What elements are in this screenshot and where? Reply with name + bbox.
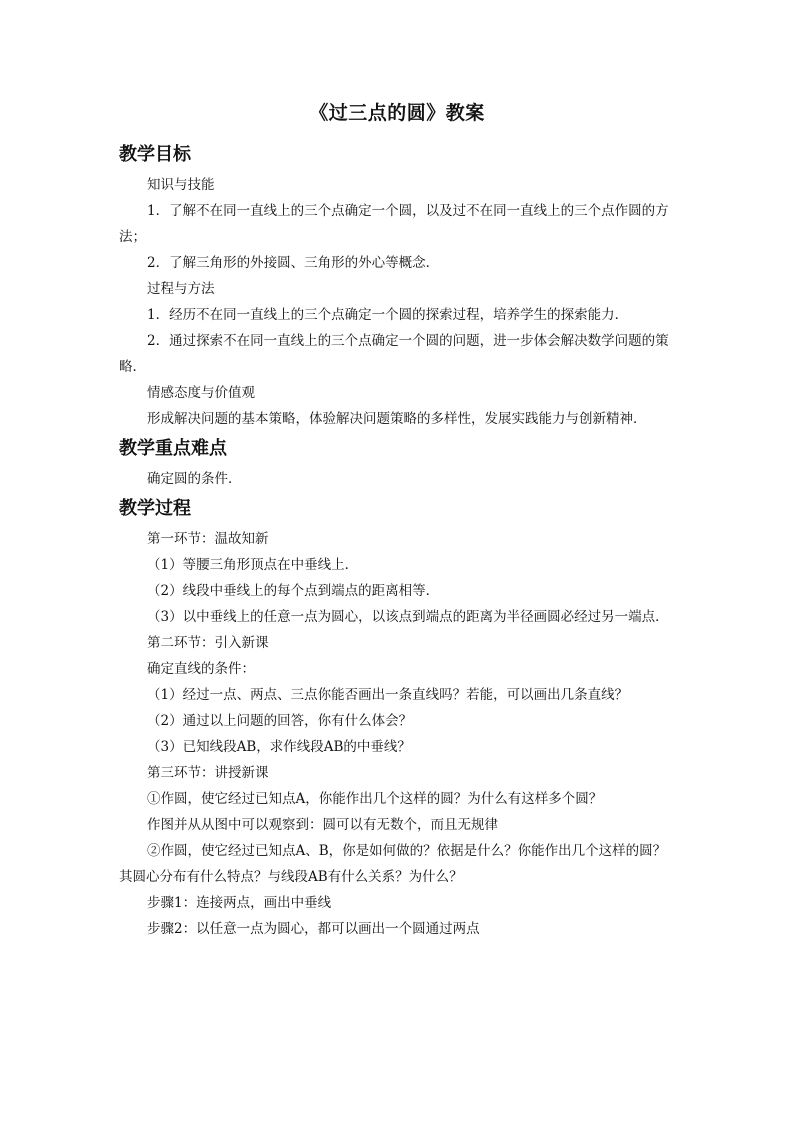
paragraph-step2-2: （2）通过以上问题的回答，你有什么体会？ bbox=[147, 713, 413, 729]
document-body bbox=[119, 138, 675, 942]
paragraph-knowledge-1: 1．了解不在同一直线上的三个点确定一个圆，以及过不在同一直线上的三个点作圆的方法； bbox=[119, 203, 669, 245]
paragraph-step2-3: （3）已知线段AB，求作线段AB的中垂线？ bbox=[147, 739, 411, 755]
label-step-1: 第一环节：温故知新 bbox=[147, 531, 269, 547]
heading-key-points: 教学重点难点 bbox=[119, 438, 227, 459]
paragraph-knowledge-2: 2．了解三角形的外接圆、三角形的外心等概念． bbox=[147, 255, 440, 271]
paragraph-process-1: 1．经历不在同一直线上的三个点确定一个圆的探索过程，培养学生的探索能力． bbox=[147, 307, 629, 323]
paragraph-step2-1: （1）经过一点、两点、三点你能否画出一条直线吗？若能，可以画出几条直线？ bbox=[147, 687, 629, 703]
paragraph-step1-3: （3）以中垂线上的任意一点为圆心，以该点到端点的距离为半径画圆必经过另一端点． bbox=[147, 609, 669, 625]
paragraph-step1-1: （1）等腰三角形顶点在中垂线上． bbox=[147, 557, 359, 573]
paragraph-process-2: 2．通过探索不在同一直线上的三个点确定一个圆的问题，进一步体会解决数学问题的策略． bbox=[119, 333, 669, 375]
paragraph-emotion-1: 形成解决问题的基本策略，体验解决问题策略的多样性，发展实践能力与创新精神． bbox=[147, 411, 647, 427]
label-step-3: 第三环节：讲授新课 bbox=[147, 765, 269, 781]
paragraph-step3-4: 步骤1：连接两点，画出中垂线 bbox=[147, 895, 332, 911]
heading-teaching-process: 教学过程 bbox=[119, 498, 191, 519]
label-emotion-values: 情感态度与价值观 bbox=[147, 385, 255, 401]
label-knowledge-skills: 知识与技能 bbox=[147, 177, 215, 193]
label-step-2: 第二环节：引入新课 bbox=[147, 635, 269, 651]
paragraph-step3-5: 步骤2：以任意一点为圆心，都可以画出一个圆通过两点 bbox=[147, 921, 480, 937]
paragraph-step3-3: ②作圆，使它经过已知点A、B，你是如何做的？依据是什么？你能作出几个这样的圆？其圆心分布有什么特点？与线段AB有什么关系？为什么？ bbox=[119, 843, 667, 885]
heading-teaching-goals: 教学目标 bbox=[119, 144, 191, 165]
paragraph-key-points: 确定圆的条件． bbox=[147, 471, 242, 487]
paragraph-step3-2: 作图并从从图中可以观察到：圆可以有无数个，而且无规律 bbox=[147, 817, 498, 833]
label-process-methods: 过程与方法 bbox=[147, 281, 215, 297]
document-title: 《过三点的圆》教案 bbox=[309, 102, 485, 124]
paragraph-step1-2: （2）线段中垂线上的每个点到端点的距离相等． bbox=[147, 583, 440, 599]
paragraph-step3-1: ①作圆，使它经过已知点A，你能作出几个这样的圆？为什么有这样多个圆？ bbox=[147, 791, 603, 807]
paragraph-step2-intro: 确定直线的条件： bbox=[147, 661, 255, 677]
